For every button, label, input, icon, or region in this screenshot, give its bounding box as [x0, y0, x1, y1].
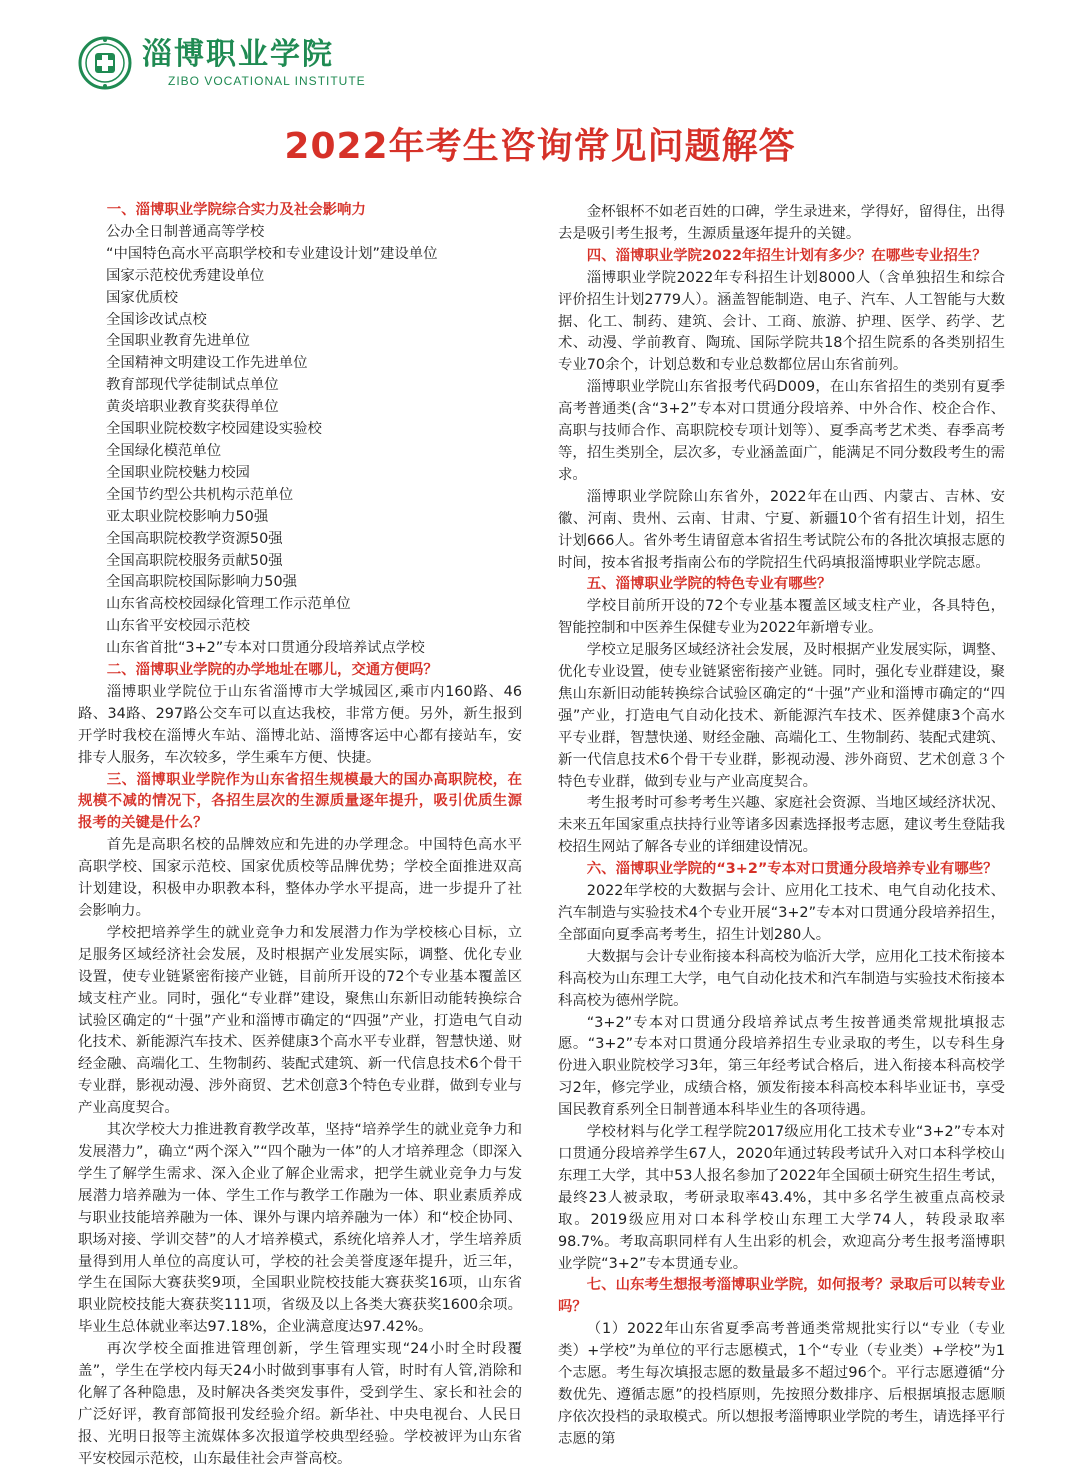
section4-heading: 四、淄博职业学院2022年招生计划有多少？在哪些专业招生？	[586, 247, 987, 264]
honor-item: 山东省平安校园示范校	[106, 618, 250, 635]
honor-item: 山东省首批“3+2”专本对口贯通分段培养试点学校	[106, 640, 425, 657]
section6-paragraph: 2022年学校的大数据与会计、应用化工技术、电气自动化技术、汽车制造与实验技术4个专业开展“3+2”专本对口贯通分段培养招生，全部面向夏季高考考生，招生计划280人。	[558, 883, 1005, 943]
left-column	[78, 200, 522, 1471]
honor-item: 教育部现代学徒制试点单位	[106, 377, 279, 394]
section3-paragraph: 金杯银杯不如老百姓的口碑，学生录进来，学得好，留得住，出得去是吸引考生报考，生源质量逐年提升的关键。	[558, 204, 1005, 242]
honor-item: 山东省高校校园绿化管理工作示范单位	[106, 596, 351, 613]
right-column	[558, 202, 1005, 1451]
section6-heading: 六、淄博职业学院的“3+2”专本对口贯通分段培养专业有哪些？	[586, 861, 998, 878]
section2-paragraph: 淄博职业学院位于山东省淄博市大学城园区,乘市内160路、46路、34路、297路公交车可以直达我校，非常方便。另外，新生报到开学时我校在淄博火车站、淄博北站、淄博客运中心都有接站车，安排专人服务，车次较多，学生乘车方便、快捷。	[78, 683, 522, 766]
section7-paragraph: （1）2022年山东省夏季高考普通类常规批实行以“专业（专业类）+学校”为单位的平行志愿模式，1个“专业（专业类）+学校”为1个志愿。考生每次填报志愿的数量最多不超过96个。平行志愿遵循“分数优先、遵循志愿”的投档原则，先按照分数排序、后根据填报志愿顺序依次投档的录取模式。所以想报考淄博职业学院的考生，请选择平行志愿的第	[558, 1321, 1005, 1447]
section5-paragraph: 考生报考时可参考考生兴趣、家庭社会资源、当地区域经济状况、未来五年国家重点扶持行业等诸多因素选择报考志愿，建议考生登陆我校招生网站了解各专业的详细建设情况。	[558, 795, 1005, 856]
section6-paragraph: “3+2”专本对口贯通分段培养试点考生按普通类常规批填报志愿。“3+2”专本对口贯通分段培养招生专业录取的考生，以专科生身份进入职业院校学习3年，第三年经考试合格后，进入衔接本科高校学习2年，修完学业，成绩合格，颁发衔接本科高校本科毕业证书，享受国民教育系列全日制普通本科毕业生的各项待遇。	[558, 1014, 1005, 1119]
honor-item: 全国职业教育先进单位	[106, 333, 250, 350]
section1-heading: 一、淄博职业学院综合实力及社会影响力	[106, 202, 366, 218]
section3-paragraph: 首先是高职名校的品牌效应和先进的办学理念。中国特色高水平高职学校、国家示范校、国家优质校等品牌优势；学校全面推进双高计划建设，积极申办职教本科，整体办学水平提高，进一步提升了社会影响力。	[78, 837, 522, 919]
honor-item: 全国节约型公共机构示范单位	[106, 486, 294, 503]
section6-paragraph: 学校材料与化学工程学院2017级应用化工技术专业“3+2”专本对口贯通分段培养学生67人，2020年通过转段考试升入对口本科学校山东理工大学，其中53人报名参加了2022年全国硕士研究生招生考试，最终23人被录取，考研录取率43.4%，其中多名学生被重点高校录取。2019级应用对口本科学校山东理工大学74人，转段录取率98.7%。考取高职同样有人生出彩的机会，欢迎高分考生报考淄博职业学院“3+2”专本贯通专业。	[558, 1124, 1005, 1272]
section3-paragraph: 再次学校全面推进管理创新，学生管理实现“24小时全时段覆盖”，学生在学校内每天24小时做到事事有人管，时时有人管,消除和化解了各种隐患，及时解决各类突发事件，受到学生、家长和社会的广泛好评，教育部简报刊发经验介绍。新华社、中央电视台、人民日报、光明日报等主流媒体多次报道学校典型经验。学校被评为山东省平安校园示范校，山东最佳社会声誉高校。	[78, 1341, 522, 1467]
honor-item: 全国高职院校教学资源50强	[106, 530, 283, 547]
school-seal-logo	[78, 36, 132, 90]
honor-item: 黄炎培职业教育奖获得单位	[106, 399, 279, 416]
section5-heading: 五、淄博职业学院的特色专业有哪些？	[586, 576, 832, 593]
logo-name-cn: 淄博职业学院	[142, 37, 334, 72]
honors-list	[78, 222, 522, 660]
header	[70, 34, 390, 94]
logo-name-en: ZIBO VOCATIONAL INSTITUTE	[168, 74, 366, 88]
section3-heading: 三、淄博职业学院作为山东省招生规模最大的国办高职院校，在规模不减的情况下，各招生层次的生源质量逐年提升，吸引优质生源报考的关键是什么？	[78, 771, 522, 832]
section5-paragraph: 学校目前所开设的72个专业基本覆盖区域支柱产业，各具特色，智能控制和中医养生保健专业为2022年新增专业。	[558, 598, 1005, 637]
honor-item: 全国职业院校魅力校园	[106, 464, 250, 481]
page-title: 2022年考生咨询常见问题解答	[284, 126, 796, 167]
section6-paragraph: 大数据与会计专业衔接本科高校为临沂大学，应用化工技术衔接本科高校为山东理工大学，电气自动化技术和汽车制造与实验技术衔接本科高校为德州学院。	[558, 948, 1005, 1009]
honor-item: 公办全日制普通高等学校	[106, 223, 265, 240]
section4-paragraph: 淄博职业学院2022年专科招生计划8000人（含单独招生和综合评价招生计划2779人）。涵盖智能制造、电子、汽车、人工智能与大数据、化工、制药、建筑、会计、工商、旅游、护理、医学、药学、艺术、动漫、学前教育、陶琉、国际学院共18个招生院系的各类别招生专业70余个，计划总数和专业总数都位居山东省前列。	[558, 269, 1005, 374]
section5-paragraph: 学校立足服务区域经济社会发展，及时根据产业发展实际，调整、优化专业设置，使专业链紧密衔接产业链。同时，强化专业群建设，聚焦山东新旧动能转换综合试验区确定的“十强”产业和淄博市确定的“四强”产业，打造电气自动化技术、新能源汽车技术、医养健康3个高水平专业群，智慧快递、财经金融、高端化工、生物制药、装配式建筑、新一代信息技术6个骨干专业群，影视动漫、涉外商贸、艺术创意３个特色专业群，做到专业与产业高度契合。	[558, 642, 1005, 790]
honor-item: 全国绿化模范单位	[106, 442, 222, 459]
section4-paragraph: 淄博职业学院山东省报考代码D009，在山东省招生的类别有夏季高考普通类(含“3+2”专本对口贯通分段培养、中外合作、校企合作、高职与技师合作、高职院校专项计划等）、夏季高考艺术类、春季高考等，招生类别全，层次多，专业涵盖面广，能满足不同分数段考生的需求。	[558, 379, 1005, 483]
honor-item: 国家示范校优秀建设单位	[106, 267, 265, 284]
section2-heading: 二、淄博职业学院的办学地址在哪儿，交通方便吗？	[106, 662, 438, 679]
section3-paragraph: 其次学校大力推进教育教学改革，坚持“培养学生的就业竞争力和发展潜力”，确立“两个深入”“四个融为一体”的人才培养理念（即深入学生了解学生需求、深入企业了解企业需求，把学生就业竞争力与发展潜力培养融为一体、学生工作与教学工作融为一体、职业素质养成与职业技能培养融为一体、课外与课内培养融为一体）和“校企协同、职场对接、学训交替”的人才培养模式，系统化培养人才，学生培养质量得到用人单位的高度认可，学校的社会美誉度逐年提升，近三年，学生在国际大赛获奖9项，全国职业院校技能大赛获奖16项，山东省职业院校技能大赛获奖111项，省级及以上各类大赛获奖1600余项。毕业生总体就业率达97.18%，企业满意度达97.42%。	[78, 1122, 522, 1336]
honor-item: 全国高职院校服务贡献50强	[106, 552, 283, 569]
section4-paragraph: 淄博职业学院除山东省外，2022年在山西、内蒙古、吉林、安徽、河南、贵州、云南、甘肃、宁夏、新疆10个省有招生计划，招生计划666人。省外考生请留意本省招生考试院公布的各批次填报志愿的时间，按本省报考指南公布的学院招生代码填报淄博职业学院志愿。	[558, 488, 1005, 571]
section3-paragraph: 学校把培养学生的就业竞争力和发展潜力作为学校核心目标，立足服务区域经济社会发展，及时根据产业发展实际，调整、优化专业设置，使专业链紧密衔接产业链，目前所开设的72个专业基本覆盖区域支柱产业。同时，强化“专业群”建设，聚焦山东新旧动能转换综合试验区确定的“十强”产业和淄博市确定的“四强”产业，打造电气自动化技术、新能源汽车技术、医养健康3个高水平专业群，智慧快递、财经金融、高端化工、生物制药、装配式建筑、新一代信息技术6个骨干专业群，影视动漫、涉外商贸、艺术创意3个特色专业群，做到专业与产业高度契合。	[78, 924, 522, 1117]
honor-item: 全国高职院校国际影响力50强	[106, 574, 297, 591]
honor-item: 全国精神文明建设工作先进单位	[106, 355, 308, 372]
honor-item: 国家优质校	[106, 289, 178, 306]
honor-item: 全国诊改试点校	[106, 311, 207, 328]
section7-heading: 七、山东考生想报考淄博职业学院，如何报考？录取后可以转专业吗？	[558, 1277, 1005, 1316]
honor-item: 全国职业院校数字校园建设实验校	[106, 421, 322, 438]
honor-item: “中国特色高水平高职学校和专业建设计划”建设单位	[106, 245, 438, 262]
honor-item: 亚太职业院校影响力50强	[106, 508, 269, 525]
